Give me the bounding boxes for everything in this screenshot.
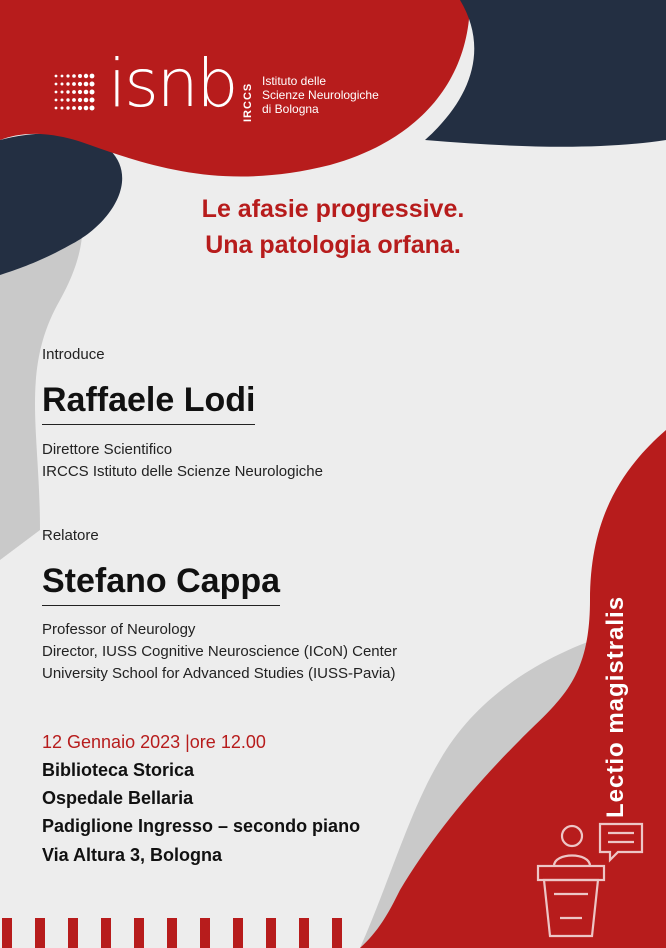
dot-grid-icon <box>52 72 102 116</box>
event-date-time: 12 Gennaio 2023 |ore 12.00 <box>42 732 266 752</box>
logo-irccs-label: IRCCS <box>242 82 254 122</box>
affiliation-line: Direttore Scientifico <box>42 441 173 458</box>
affiliation-line: University School for Advanced Studies (IUSS-Pavia) <box>42 665 396 682</box>
speaker-affiliation <box>42 619 397 685</box>
talk-title-line-1: Le afasie progressive. <box>201 195 465 223</box>
venue-line: Via Altura 3, Bologna <box>42 845 223 865</box>
introducer-name: Raffaele Lodi <box>42 380 255 425</box>
podium-speaker-icon <box>530 818 650 943</box>
isnb-logo <box>52 30 412 125</box>
logo-institute-name: Istituto delle Scienze Neurologiche di Bologna <box>262 74 379 116</box>
affiliation-line: Director, IUSS Cognitive Neuroscience (ICoN) Center <box>42 643 398 660</box>
logo-wordmark: isnb <box>108 45 237 122</box>
introducer-affiliation <box>42 439 323 483</box>
affiliation-line: Professor of Neurology <box>42 621 196 638</box>
venue-line: Ospedale Bellaria <box>42 788 194 808</box>
venue-line: Padiglione Ingresso – secondo piano <box>42 816 361 836</box>
relatore-label: Relatore <box>42 527 99 544</box>
talk-title-line-2: Una patologia orfana. <box>205 231 461 259</box>
lectio-magistralis-label: Lectio magistralis <box>602 595 629 818</box>
venue-line: Biblioteca Storica <box>42 760 195 780</box>
introduce-label: Introduce <box>42 346 105 363</box>
speaker-name: Stefano Cappa <box>42 561 280 606</box>
affiliation-line: IRCCS Istituto delle Scienze Neurologiche <box>42 463 323 480</box>
